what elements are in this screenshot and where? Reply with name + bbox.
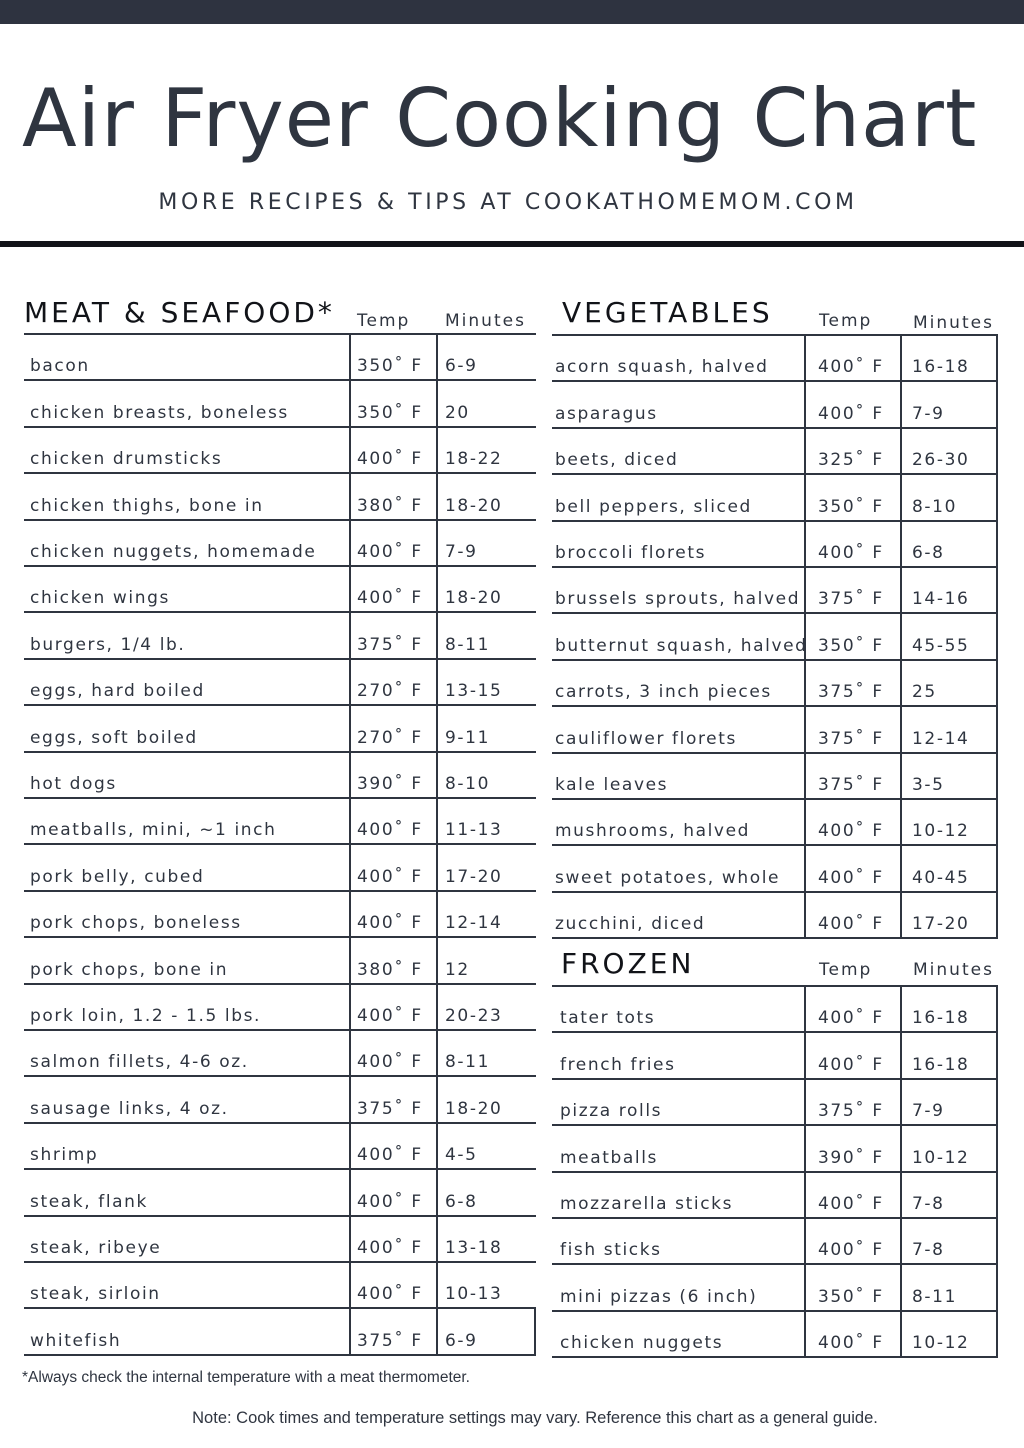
table-row bbox=[24, 613, 536, 659]
table-row bbox=[552, 1126, 998, 1172]
frozen-table bbox=[552, 985, 998, 1358]
food-name: eggs, hard boiled bbox=[30, 681, 205, 702]
vegetables-table bbox=[552, 334, 998, 939]
temperature: 400˚ F bbox=[357, 820, 423, 841]
temperature: 270˚ F bbox=[357, 727, 423, 748]
column-header-temp-vegetables: Temp bbox=[819, 311, 873, 331]
table-row bbox=[24, 938, 536, 984]
column-header-minutes-vegetables: Minutes bbox=[913, 313, 994, 333]
table-row bbox=[552, 1173, 998, 1219]
table-row bbox=[552, 522, 998, 568]
cook-minutes: 8-10 bbox=[912, 496, 957, 517]
cook-minutes: 20 bbox=[445, 402, 470, 423]
page-subtitle: MORE RECIPES & TIPS AT COOKATHOMEMOM.COM bbox=[158, 190, 858, 215]
cook-minutes: 9-11 bbox=[445, 727, 490, 748]
temperature: 375˚ F bbox=[357, 634, 423, 655]
temperature: 375˚ F bbox=[357, 1098, 423, 1119]
cook-minutes: 16-18 bbox=[912, 1008, 970, 1029]
temperature: 400˚ F bbox=[818, 1240, 884, 1261]
temperature: 400˚ F bbox=[818, 403, 884, 424]
temperature: 400˚ F bbox=[357, 1284, 423, 1305]
food-name: eggs, soft boiled bbox=[30, 727, 198, 748]
food-name: cauliflower florets bbox=[555, 728, 737, 749]
cook-minutes: 3-5 bbox=[912, 774, 945, 795]
cook-minutes: 6-9 bbox=[445, 356, 478, 377]
table-row bbox=[552, 707, 998, 753]
table-row bbox=[552, 1265, 998, 1311]
cook-minutes: 7-8 bbox=[912, 1193, 945, 1214]
cook-minutes: 10-13 bbox=[445, 1284, 503, 1305]
food-name: shrimp bbox=[30, 1145, 99, 1166]
cook-minutes: 12-14 bbox=[912, 728, 970, 749]
row-rule bbox=[24, 1354, 536, 1356]
temperature: 350˚ F bbox=[818, 1286, 884, 1307]
cook-minutes: 10-12 bbox=[912, 1147, 970, 1168]
temperature: 400˚ F bbox=[357, 588, 423, 609]
table-row bbox=[552, 754, 998, 800]
food-name: zucchini, diced bbox=[555, 914, 706, 935]
food-name: french fries bbox=[560, 1054, 676, 1075]
table-row bbox=[552, 1312, 998, 1358]
table-row bbox=[24, 1077, 536, 1123]
table-row bbox=[24, 335, 536, 381]
food-name: whitefish bbox=[30, 1330, 122, 1351]
column-header-minutes-frozen: Minutes bbox=[913, 960, 994, 980]
table-row bbox=[24, 1217, 536, 1263]
table-row bbox=[24, 1124, 536, 1170]
table-row bbox=[24, 474, 536, 520]
temperature: 400˚ F bbox=[818, 1054, 884, 1075]
temperature: 375˚ F bbox=[818, 774, 884, 795]
table-row bbox=[552, 846, 998, 892]
food-name: chicken nuggets bbox=[560, 1333, 724, 1354]
food-name: chicken nuggets, homemade bbox=[30, 541, 317, 562]
cook-minutes: 17-20 bbox=[445, 866, 503, 887]
temperature: 400˚ F bbox=[357, 1052, 423, 1073]
cook-minutes: 40-45 bbox=[912, 867, 970, 888]
temperature: 400˚ F bbox=[357, 1145, 423, 1166]
cook-minutes: 10-12 bbox=[912, 1333, 970, 1354]
table-row bbox=[24, 706, 536, 752]
cook-minutes: 7-9 bbox=[912, 1101, 945, 1122]
food-name: chicken wings bbox=[30, 588, 170, 609]
food-name: pizza rolls bbox=[560, 1101, 663, 1122]
cook-minutes: 11-13 bbox=[445, 820, 503, 841]
cook-minutes: 18-20 bbox=[445, 588, 503, 609]
table-row bbox=[24, 1170, 536, 1216]
temperature: 400˚ F bbox=[818, 821, 884, 842]
food-name: beets, diced bbox=[555, 450, 679, 471]
table-row bbox=[552, 1080, 998, 1126]
food-name: acorn squash, halved bbox=[555, 357, 769, 378]
food-name: steak, ribeye bbox=[30, 1237, 162, 1258]
cook-minutes: 13-18 bbox=[445, 1237, 503, 1258]
food-name: tater tots bbox=[560, 1008, 656, 1029]
section-heading-meat: MEAT & SEAFOOD* bbox=[24, 296, 335, 329]
table-row bbox=[552, 429, 998, 475]
food-name: chicken thighs, bone in bbox=[30, 495, 264, 516]
temperature: 350˚ F bbox=[818, 496, 884, 517]
food-name: pork loin, 1.2 - 1.5 lbs. bbox=[30, 1005, 262, 1026]
food-name: butternut squash, halved bbox=[555, 635, 808, 656]
cook-minutes: 4-5 bbox=[445, 1145, 478, 1166]
cook-minutes: 6-9 bbox=[445, 1330, 478, 1351]
meat-seafood-table bbox=[24, 333, 536, 1356]
cook-minutes: 7-9 bbox=[445, 541, 478, 562]
temperature: 400˚ F bbox=[357, 449, 423, 470]
food-name: steak, flank bbox=[30, 1191, 148, 1212]
cook-minutes: 7-9 bbox=[912, 403, 945, 424]
table-row bbox=[24, 845, 536, 891]
cook-minutes: 16-18 bbox=[912, 1054, 970, 1075]
table-row bbox=[24, 1263, 536, 1309]
table-row bbox=[552, 568, 998, 614]
cook-minutes: 45-55 bbox=[912, 635, 970, 656]
cook-minutes: 18-20 bbox=[445, 495, 503, 516]
cook-minutes: 8-11 bbox=[445, 634, 490, 655]
cook-minutes: 8-10 bbox=[445, 773, 490, 794]
temperature: 400˚ F bbox=[818, 867, 884, 888]
temperature: 375˚ F bbox=[818, 728, 884, 749]
table-row bbox=[24, 753, 536, 799]
temperature: 400˚ F bbox=[357, 541, 423, 562]
table-row bbox=[552, 1219, 998, 1265]
page-title: Air Fryer Cooking Chart bbox=[22, 72, 978, 165]
temperature: 350˚ F bbox=[818, 635, 884, 656]
section-heading-vegetables: VEGETABLES bbox=[562, 296, 773, 329]
cook-minutes: 25 bbox=[912, 682, 937, 703]
cook-minutes: 20-23 bbox=[445, 1005, 503, 1026]
temperature: 375˚ F bbox=[357, 1330, 423, 1351]
temperature: 380˚ F bbox=[357, 959, 423, 980]
cook-minutes: 6-8 bbox=[912, 542, 945, 563]
table-row bbox=[552, 893, 998, 939]
table-row bbox=[552, 475, 998, 521]
food-name: sweet potatoes, whole bbox=[555, 867, 781, 888]
temperature: 390˚ F bbox=[818, 1147, 884, 1168]
food-name: mozzarella sticks bbox=[560, 1193, 734, 1214]
cook-minutes: 18-20 bbox=[445, 1098, 503, 1119]
food-name: pork chops, boneless bbox=[30, 913, 242, 934]
temperature: 380˚ F bbox=[357, 495, 423, 516]
table-row bbox=[24, 799, 536, 845]
table-row bbox=[24, 521, 536, 567]
food-name: mushrooms, halved bbox=[555, 821, 751, 842]
food-name: carrots, 3 inch pieces bbox=[555, 682, 772, 703]
cook-minutes: 8-11 bbox=[445, 1052, 490, 1073]
header-divider bbox=[0, 241, 1024, 247]
cook-minutes: 17-20 bbox=[912, 914, 970, 935]
food-name: meatballs bbox=[560, 1147, 659, 1168]
table-row bbox=[552, 987, 998, 1033]
section-heading-frozen: FROZEN bbox=[561, 947, 695, 980]
temperature: 400˚ F bbox=[818, 542, 884, 563]
table-row bbox=[24, 428, 536, 474]
table-row bbox=[552, 614, 998, 660]
table-row bbox=[24, 985, 536, 1031]
row-rule bbox=[552, 1356, 998, 1358]
temperature: 400˚ F bbox=[818, 914, 884, 935]
temperature: 400˚ F bbox=[357, 1191, 423, 1212]
cook-minutes: 13-15 bbox=[445, 681, 503, 702]
cook-minutes: 12 bbox=[445, 959, 470, 980]
row-rule bbox=[552, 937, 998, 939]
food-name: salmon fillets, 4-6 oz. bbox=[30, 1052, 249, 1073]
food-name: bell peppers, sliced bbox=[555, 496, 752, 517]
temperature: 400˚ F bbox=[357, 1005, 423, 1026]
temperature: 375˚ F bbox=[818, 1101, 884, 1122]
food-name: kale leaves bbox=[555, 774, 669, 795]
food-name: chicken drumsticks bbox=[30, 449, 223, 470]
temperature: 325˚ F bbox=[818, 450, 884, 471]
food-name: burgers, 1/4 lb. bbox=[30, 634, 186, 655]
food-name: steak, sirloin bbox=[30, 1284, 161, 1305]
table-row bbox=[24, 567, 536, 613]
food-name: bacon bbox=[30, 356, 90, 377]
table-row bbox=[552, 382, 998, 428]
disclaimer-note: Note: Cook times and temperature settings may vary. Reference this chart as a general guide. bbox=[192, 1409, 878, 1427]
cook-minutes: 6-8 bbox=[445, 1191, 478, 1212]
top-bar bbox=[0, 0, 1024, 24]
cook-minutes: 10-12 bbox=[912, 821, 970, 842]
food-name: chicken breasts, boneless bbox=[30, 402, 289, 423]
temperature: 400˚ F bbox=[818, 1333, 884, 1354]
food-name: pork belly, cubed bbox=[30, 866, 205, 887]
table-row bbox=[552, 800, 998, 846]
cook-minutes: 26-30 bbox=[912, 450, 970, 471]
food-name: mini pizzas (6 inch) bbox=[560, 1286, 758, 1307]
food-name: asparagus bbox=[555, 403, 658, 424]
food-name: sausage links, 4 oz. bbox=[30, 1098, 229, 1119]
column-header-temp-meat: Temp bbox=[357, 311, 411, 331]
temperature: 375˚ F bbox=[818, 589, 884, 610]
table-row bbox=[24, 660, 536, 706]
food-name: hot dogs bbox=[30, 773, 117, 794]
table-row bbox=[552, 661, 998, 707]
cook-minutes: 7-8 bbox=[912, 1240, 945, 1261]
temperature: 350˚ F bbox=[357, 356, 423, 377]
table-row bbox=[24, 381, 536, 427]
food-name: broccoli florets bbox=[555, 542, 707, 563]
table-row bbox=[24, 1031, 536, 1077]
temperature: 270˚ F bbox=[357, 681, 423, 702]
temperature: 350˚ F bbox=[357, 402, 423, 423]
temperature: 400˚ F bbox=[818, 357, 884, 378]
temperature: 400˚ F bbox=[818, 1008, 884, 1029]
temperature: 400˚ F bbox=[818, 1193, 884, 1214]
temperature: 400˚ F bbox=[357, 1237, 423, 1258]
temperature: 390˚ F bbox=[357, 773, 423, 794]
temperature: 375˚ F bbox=[818, 682, 884, 703]
food-name: brussels sprouts, halved bbox=[555, 589, 801, 610]
cook-minutes: 12-14 bbox=[445, 913, 503, 934]
table-row bbox=[24, 1309, 536, 1355]
food-name: pork chops, bone in bbox=[30, 959, 229, 980]
footnote: *Always check the internal temperature with a meat thermometer. bbox=[22, 1369, 470, 1386]
food-name: fish sticks bbox=[560, 1240, 662, 1261]
temperature: 400˚ F bbox=[357, 866, 423, 887]
table-row bbox=[552, 1033, 998, 1079]
cook-minutes: 8-11 bbox=[912, 1286, 957, 1307]
table-row bbox=[552, 336, 998, 382]
cook-minutes: 16-18 bbox=[912, 357, 970, 378]
cook-minutes: 18-22 bbox=[445, 449, 503, 470]
food-name: meatballs, mini, ~1 inch bbox=[30, 820, 277, 841]
cook-minutes: 14-16 bbox=[912, 589, 970, 610]
temperature: 400˚ F bbox=[357, 913, 423, 934]
column-header-minutes-meat: Minutes bbox=[445, 311, 526, 331]
column-header-temp-frozen: Temp bbox=[819, 960, 873, 980]
table-row bbox=[24, 892, 536, 938]
